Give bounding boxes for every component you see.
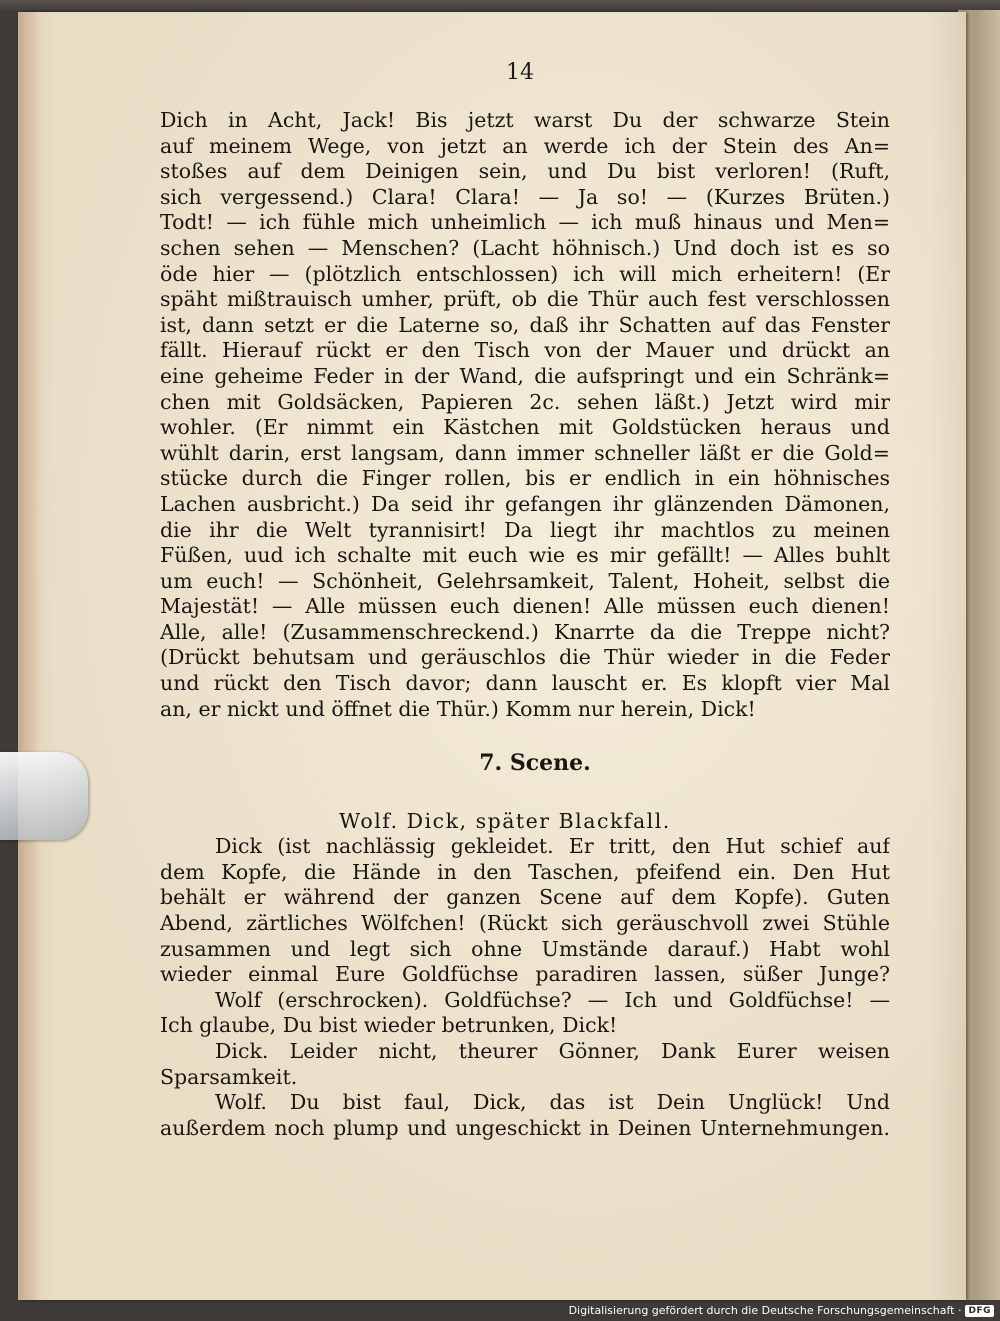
scene-heading: 7. Scene. xyxy=(479,750,591,777)
text-line: eine geheime Feder in der Wand, die aufspringt und ein Schränk= xyxy=(160,363,890,388)
cast-line: Wolf. Dick, später Blackfall. xyxy=(339,809,671,834)
credit-text: Digitalisierung gefördert durch die Deutsche Forschungsgemeinschaft · xyxy=(568,1304,962,1317)
text-line: Majestät! — Alle müssen euch dienen! Alle müssen euch dienen! xyxy=(160,594,890,619)
text-line: um euch! — Schönheit, Gelehrsamkeit, Talent, Hoheit, selbst die xyxy=(160,568,890,593)
text-line: behält er während der ganzen Scene auf dem Kopfe). Guten xyxy=(160,885,890,910)
text-line: fällt. Hierauf rückt er den Tisch von der Mauer und drückt an xyxy=(160,338,890,363)
text-line: öde hier — (plötzlich entschlossen) ich will mich erheitern! (Er xyxy=(160,261,890,286)
text-line: dem Kopfe, die Hände in den Taschen, pfeifend ein. Den Hut xyxy=(160,859,890,884)
text-line: auf meinem Wege, von jetzt an werde ich der Stein des An= xyxy=(160,133,890,158)
text-line: stoßes auf dem Deinigen sein, und Du bist verloren! (Ruft, xyxy=(160,159,890,184)
text-line: Dich in Acht, Jack! Bis jetzt warst Du der schwarze Stein xyxy=(160,108,890,132)
scanner-clip xyxy=(0,752,88,840)
text-line: schen sehen — Menschen? (Lacht höhnisch.) Und doch ist es so xyxy=(160,235,890,260)
text-line: Dick. Leider nicht, theurer Gönner, Dank Eurer weisen xyxy=(215,1039,890,1063)
text-line: Ich glaube, Du bist wieder betrunken, Dick! xyxy=(160,1013,618,1038)
text-line: Dick (ist nachlässig gekleidet. Er tritt, den Hut schief auf xyxy=(215,834,890,859)
dfg-logo: DFG xyxy=(965,1305,994,1317)
text-line: wohler. (Er nimmt ein Kästchen mit Goldstücken heraus und xyxy=(160,415,890,440)
text-line: die ihr die Welt tyrannisirt! Da liegt ihr machtlos zu meinen xyxy=(160,517,890,542)
text-line: Todt! — ich fühle mich unheimlich — ich muß hinaus und Men= xyxy=(160,210,890,235)
text-line: Alle, alle! (Zusammenschreckend.) Knarrte da die Treppe nicht? xyxy=(160,619,890,644)
text-line: und rückt den Tisch davor; dann lauscht er. Es klopft vier Mal xyxy=(160,671,890,696)
text-line: sich vergessend.) Clara! Clara! — Ja so! — (Kurzes Brüten.) xyxy=(160,184,890,209)
text-line: (Drückt behutsam und geräuschlos die Thür wieder in die Feder xyxy=(160,645,890,670)
text-line: chen mit Goldsäcken, Papieren 2c. sehen läßt.) Jetzt wird mir xyxy=(160,389,890,414)
text-line: ist, dann setzt er die Laterne so, daß ihr Schatten auf das Fenster xyxy=(160,312,890,337)
text-line: Wolf. Du bist faul, Dick, das ist Dein Unglück! Und xyxy=(215,1090,890,1115)
text-line: stücke durch die Finger rollen, bis er endlich in ein höhnisches xyxy=(160,466,890,491)
digitization-credit xyxy=(569,1304,994,1317)
text-line: zusammen und legt sich ohne Umstände darauf.) Habt wohl xyxy=(160,936,890,961)
page-number: 14 xyxy=(506,60,534,85)
text-line: wühlt darin, erst langsam, dann immer schneller läßt er die Gold= xyxy=(160,440,890,465)
text-line: wieder einmal Eure Goldfüchse paradiren lassen, süßer Junge? xyxy=(160,962,890,987)
scan-background xyxy=(0,0,1000,12)
text-line: außerdem noch plump und ungeschickt in Deinen Unternehmungen. xyxy=(160,1115,890,1140)
text-line: Wolf (erschrocken). Goldfüchse? — Ich und Goldfüchse! — xyxy=(215,987,890,1012)
text-line: Abend, zärtliches Wölfchen! (Rückt sich geräuschvoll zwei Stühle xyxy=(160,911,890,936)
text-line: Füßen, uud ich schalte mit euch wie es mir gefällt! — Alles buhlt xyxy=(160,543,890,568)
page-body xyxy=(160,108,890,1141)
page-gutter-shadow xyxy=(18,12,40,1300)
text-line: späht mißtrauisch umher, prüft, ob die Thür auch fest verschlossen xyxy=(160,287,890,312)
text-line: Sparsamkeit. xyxy=(160,1064,298,1089)
text-line: an, er nickt und öffnet die Thür.) Komm nur herein, Dick! xyxy=(160,696,756,721)
text-line: Lachen ausbricht.) Da seid ihr gefangen ihr glänzenden Dämonen, xyxy=(160,491,890,516)
